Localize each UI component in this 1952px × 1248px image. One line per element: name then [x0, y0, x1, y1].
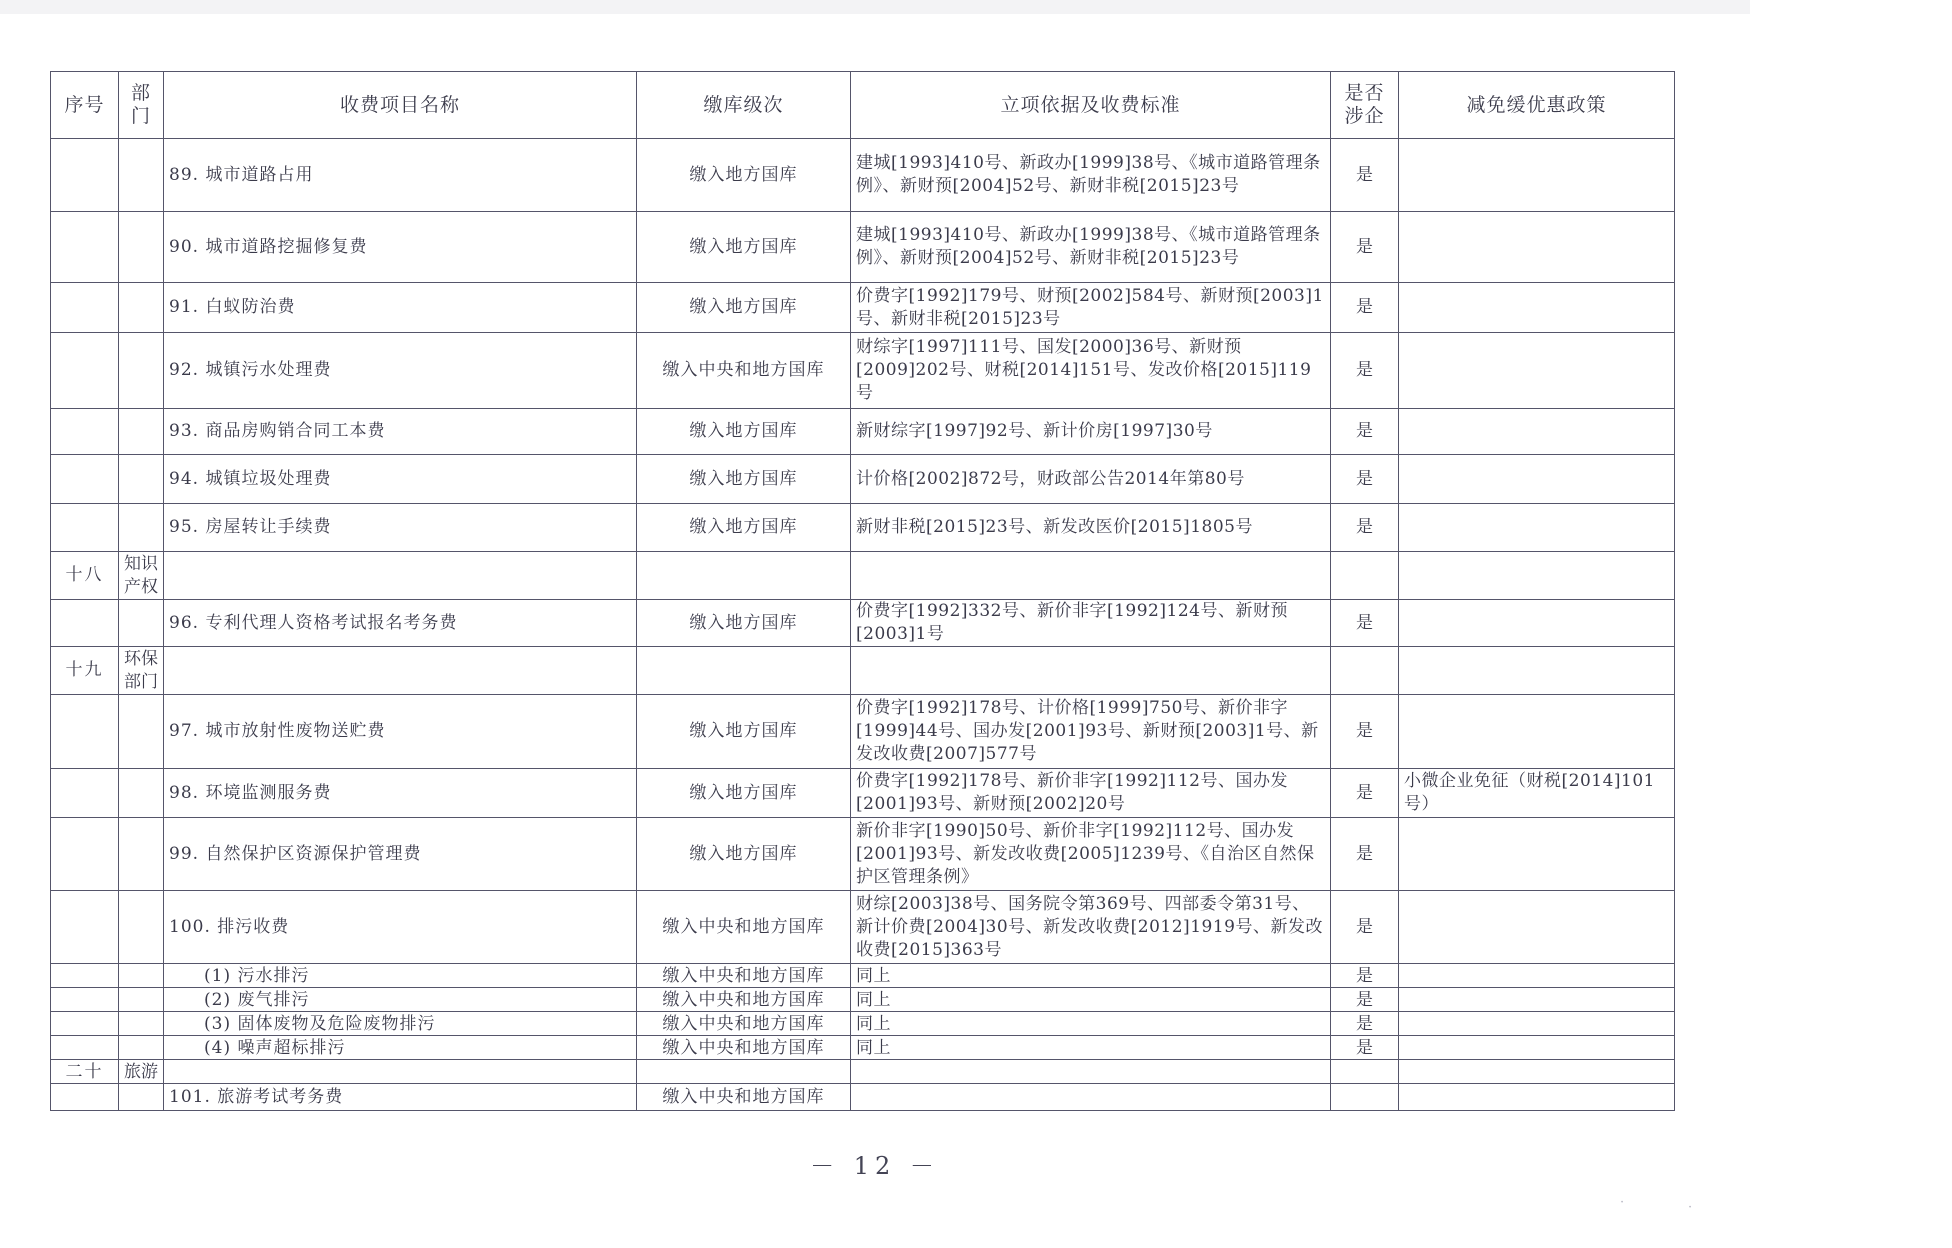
row-no: [51, 988, 119, 1012]
row-no: [51, 139, 119, 212]
row-no: [51, 409, 119, 455]
row-level: 缴入中央和地方国库: [637, 988, 851, 1012]
header-dept: 部门: [119, 72, 164, 139]
row-level: 缴入地方国库: [637, 212, 851, 283]
scan-top-strip: [0, 0, 1750, 14]
table-row: [51, 455, 1675, 504]
section-no: 二十: [51, 1060, 119, 1084]
row-enterprise: 是: [1331, 891, 1399, 964]
section-no: 十九: [51, 647, 119, 695]
row-policy: [1399, 504, 1675, 552]
row-dept: [119, 1036, 164, 1060]
row-dept: [119, 409, 164, 455]
row-enterprise: [1331, 1084, 1399, 1111]
row-dept: [119, 964, 164, 988]
header-level: 缴库级次: [637, 72, 851, 139]
row-basis: 建城[1993]410号、新政办[1999]38号、《城市道路管理条例》、新财预[2004]52号、新财非税[2015]23号: [851, 212, 1331, 283]
row-enterprise: 是: [1331, 964, 1399, 988]
row-enterprise: 是: [1331, 504, 1399, 552]
row-name: 98. 环境监测服务费: [164, 769, 637, 818]
row-name: 95. 房屋转让手续费: [164, 504, 637, 552]
row-name: 93. 商品房购销合同工本费: [164, 409, 637, 455]
row-basis: 财综字[1997]111号、国发[2000]36号、新财预[2009]202号、财税[2014]151号、发改价格[2015]119号: [851, 333, 1331, 409]
row-basis: 新财综字[1997]92号、新计价房[1997]30号: [851, 409, 1331, 455]
row-no: [51, 1012, 119, 1036]
row-enterprise: [1331, 1060, 1399, 1084]
section-row: [51, 1060, 1675, 1084]
row-basis: 同上: [851, 964, 1331, 988]
row-policy: [1399, 891, 1675, 964]
row-enterprise: [1331, 647, 1399, 695]
table-row: [51, 504, 1675, 552]
row-enterprise: 是: [1331, 1036, 1399, 1060]
row-policy: [1399, 1012, 1675, 1036]
row-policy: [1399, 647, 1675, 695]
row-dept: [119, 818, 164, 891]
row-no: [51, 212, 119, 283]
row-basis: 同上: [851, 1036, 1331, 1060]
header-name: 收费项目名称: [164, 72, 637, 139]
row-level: 缴入地方国库: [637, 504, 851, 552]
scan-speck: ·: [1688, 1200, 1693, 1215]
row-name: (1) 污水排污: [164, 964, 637, 988]
row-no: [51, 891, 119, 964]
header-enterprise: 是否涉企: [1331, 72, 1399, 139]
table-row: [51, 769, 1675, 818]
row-basis: 新财非税[2015]23号、新发改医价[2015]1805号: [851, 504, 1331, 552]
row-level: 缴入地方国库: [637, 409, 851, 455]
table-row: [51, 409, 1675, 455]
row-enterprise: [1331, 552, 1399, 600]
row-dept: [119, 504, 164, 552]
row-policy: [1399, 333, 1675, 409]
page-margin: [1750, 0, 1952, 1248]
row-basis: 建城[1993]410号、新政办[1999]38号、《城市道路管理条例》、新财预[2004]52号、新财非税[2015]23号: [851, 139, 1331, 212]
row-name: (3) 固体废物及危险废物排污: [164, 1012, 637, 1036]
row-policy: [1399, 212, 1675, 283]
table-row: [51, 695, 1675, 769]
row-dept: [119, 333, 164, 409]
row-dept: [119, 988, 164, 1012]
row-policy: [1399, 988, 1675, 1012]
row-name: 90. 城市道路挖掘修复费: [164, 212, 637, 283]
row-name: 99. 自然保护区资源保护管理费: [164, 818, 637, 891]
section-row: [51, 552, 1675, 600]
row-policy: [1399, 695, 1675, 769]
row-level: 缴入地方国库: [637, 818, 851, 891]
row-enterprise: 是: [1331, 212, 1399, 283]
row-level: 缴入中央和地方国库: [637, 1084, 851, 1111]
row-name: 101. 旅游考试考务费: [164, 1084, 637, 1111]
row-policy: 小微企业免征（财税[2014]101号）: [1399, 769, 1675, 818]
section-dept: 知识产权: [119, 552, 164, 600]
table-row: [51, 212, 1675, 283]
section-no: 十八: [51, 552, 119, 600]
row-level: 缴入地方国库: [637, 600, 851, 647]
row-name: 96. 专利代理人资格考试报名考务费: [164, 600, 637, 647]
row-enterprise: 是: [1331, 455, 1399, 504]
row-dept: [119, 1084, 164, 1111]
row-level: 缴入中央和地方国库: [637, 1012, 851, 1036]
row-basis: [851, 1084, 1331, 1111]
section-dept: 环保部门: [119, 647, 164, 695]
row-basis: [851, 1060, 1331, 1084]
row-basis: 财综[2003]38号、国务院令第369号、四部委令第31号、新计价费[2004]30号、新发改收费[2012]1919号、新发改收费[2015]363号: [851, 891, 1331, 964]
row-basis: 价费字[1992]332号、新价非字[1992]124号、新财预[2003]1号: [851, 600, 1331, 647]
row-enterprise: 是: [1331, 600, 1399, 647]
row-policy: [1399, 818, 1675, 891]
row-dept: [119, 455, 164, 504]
sub-row: [51, 1012, 1675, 1036]
sub-row: [51, 988, 1675, 1012]
scan-speck: ·: [1620, 1195, 1625, 1210]
row-enterprise: 是: [1331, 1012, 1399, 1036]
table-row: [51, 333, 1675, 409]
row-name: [164, 552, 637, 600]
section-dept: 旅游: [119, 1060, 164, 1084]
row-name: [164, 1060, 637, 1084]
row-no: [51, 600, 119, 647]
row-level: 缴入中央和地方国库: [637, 964, 851, 988]
row-policy: [1399, 552, 1675, 600]
row-level: 缴入地方国库: [637, 283, 851, 333]
row-dept: [119, 600, 164, 647]
row-dept: [119, 695, 164, 769]
row-name: 97. 城市放射性废物送贮费: [164, 695, 637, 769]
row-basis: 价费字[1992]179号、财预[2002]584号、新财预[2003]1号、新财非税[2015]23号: [851, 283, 1331, 333]
row-basis: 同上: [851, 988, 1331, 1012]
row-no: [51, 818, 119, 891]
row-basis: 计价格[2002]872号，财政部公告2014年第80号: [851, 455, 1331, 504]
row-level: 缴入地方国库: [637, 695, 851, 769]
row-dept: [119, 139, 164, 212]
table-row: [51, 139, 1675, 212]
sub-row: [51, 1036, 1675, 1060]
row-policy: [1399, 283, 1675, 333]
row-level: 缴入中央和地方国库: [637, 891, 851, 964]
row-basis: [851, 552, 1331, 600]
table-header-row: [51, 72, 1675, 139]
row-no: [51, 333, 119, 409]
row-policy: [1399, 1060, 1675, 1084]
table-row: [51, 283, 1675, 333]
row-name: [164, 647, 637, 695]
row-no: [51, 504, 119, 552]
fee-table: [50, 71, 1675, 1111]
row-enterprise: 是: [1331, 333, 1399, 409]
row-basis: [851, 647, 1331, 695]
row-no: [51, 964, 119, 988]
row-enterprise: 是: [1331, 818, 1399, 891]
row-level: 缴入地方国库: [637, 139, 851, 212]
row-enterprise: 是: [1331, 409, 1399, 455]
row-level: 缴入中央和地方国库: [637, 333, 851, 409]
header-basis: 立项依据及收费标准: [851, 72, 1331, 139]
row-policy: [1399, 139, 1675, 212]
row-level: [637, 647, 851, 695]
table-row: [51, 891, 1675, 964]
row-dept: [119, 283, 164, 333]
row-policy: [1399, 600, 1675, 647]
row-name: 100. 排污收费: [164, 891, 637, 964]
header-policy: 减免缓优惠政策: [1399, 72, 1675, 139]
header-no: 序号: [51, 72, 119, 139]
row-level: 缴入地方国库: [637, 455, 851, 504]
row-no: [51, 283, 119, 333]
row-enterprise: 是: [1331, 988, 1399, 1012]
row-policy: [1399, 409, 1675, 455]
section-row: [51, 647, 1675, 695]
row-basis: 价费字[1992]178号、计价格[1999]750号、新价非字[1999]44号、国办发[2001]93号、新财预[2003]1号、新发改收费[2007]577号: [851, 695, 1331, 769]
row-no: [51, 1084, 119, 1111]
row-no: [51, 1036, 119, 1060]
row-enterprise: 是: [1331, 769, 1399, 818]
row-enterprise: 是: [1331, 283, 1399, 333]
row-level: [637, 552, 851, 600]
row-name: (4) 噪声超标排污: [164, 1036, 637, 1060]
row-dept: [119, 1012, 164, 1036]
row-policy: [1399, 1084, 1675, 1111]
row-name: 92. 城镇污水处理费: [164, 333, 637, 409]
page-number: － 12 －: [810, 1152, 940, 1180]
row-name: 91. 白蚁防治费: [164, 283, 637, 333]
row-basis: 新价非字[1990]50号、新价非字[1992]112号、国办发[2001]93号、新发改收费[2005]1239号、《自治区自然保护区管理条例》: [851, 818, 1331, 891]
row-level: 缴入地方国库: [637, 769, 851, 818]
row-no: [51, 455, 119, 504]
row-level: [637, 1060, 851, 1084]
row-basis: 价费字[1992]178号、新价非字[1992]112号、国办发[2001]93号、新财预[2002]20号: [851, 769, 1331, 818]
row-policy: [1399, 964, 1675, 988]
row-dept: [119, 769, 164, 818]
row-level: 缴入中央和地方国库: [637, 1036, 851, 1060]
row-enterprise: 是: [1331, 139, 1399, 212]
table-row: [51, 1084, 1675, 1111]
row-dept: [119, 891, 164, 964]
table-row: [51, 818, 1675, 891]
row-dept: [119, 212, 164, 283]
row-name: 94. 城镇垃圾处理费: [164, 455, 637, 504]
row-basis: 同上: [851, 1012, 1331, 1036]
row-name: (2) 废气排污: [164, 988, 637, 1012]
row-enterprise: 是: [1331, 695, 1399, 769]
table-row: [51, 600, 1675, 647]
row-policy: [1399, 455, 1675, 504]
sub-row: [51, 964, 1675, 988]
row-policy: [1399, 1036, 1675, 1060]
row-no: [51, 695, 119, 769]
row-name: 89. 城市道路占用: [164, 139, 637, 212]
row-no: [51, 769, 119, 818]
